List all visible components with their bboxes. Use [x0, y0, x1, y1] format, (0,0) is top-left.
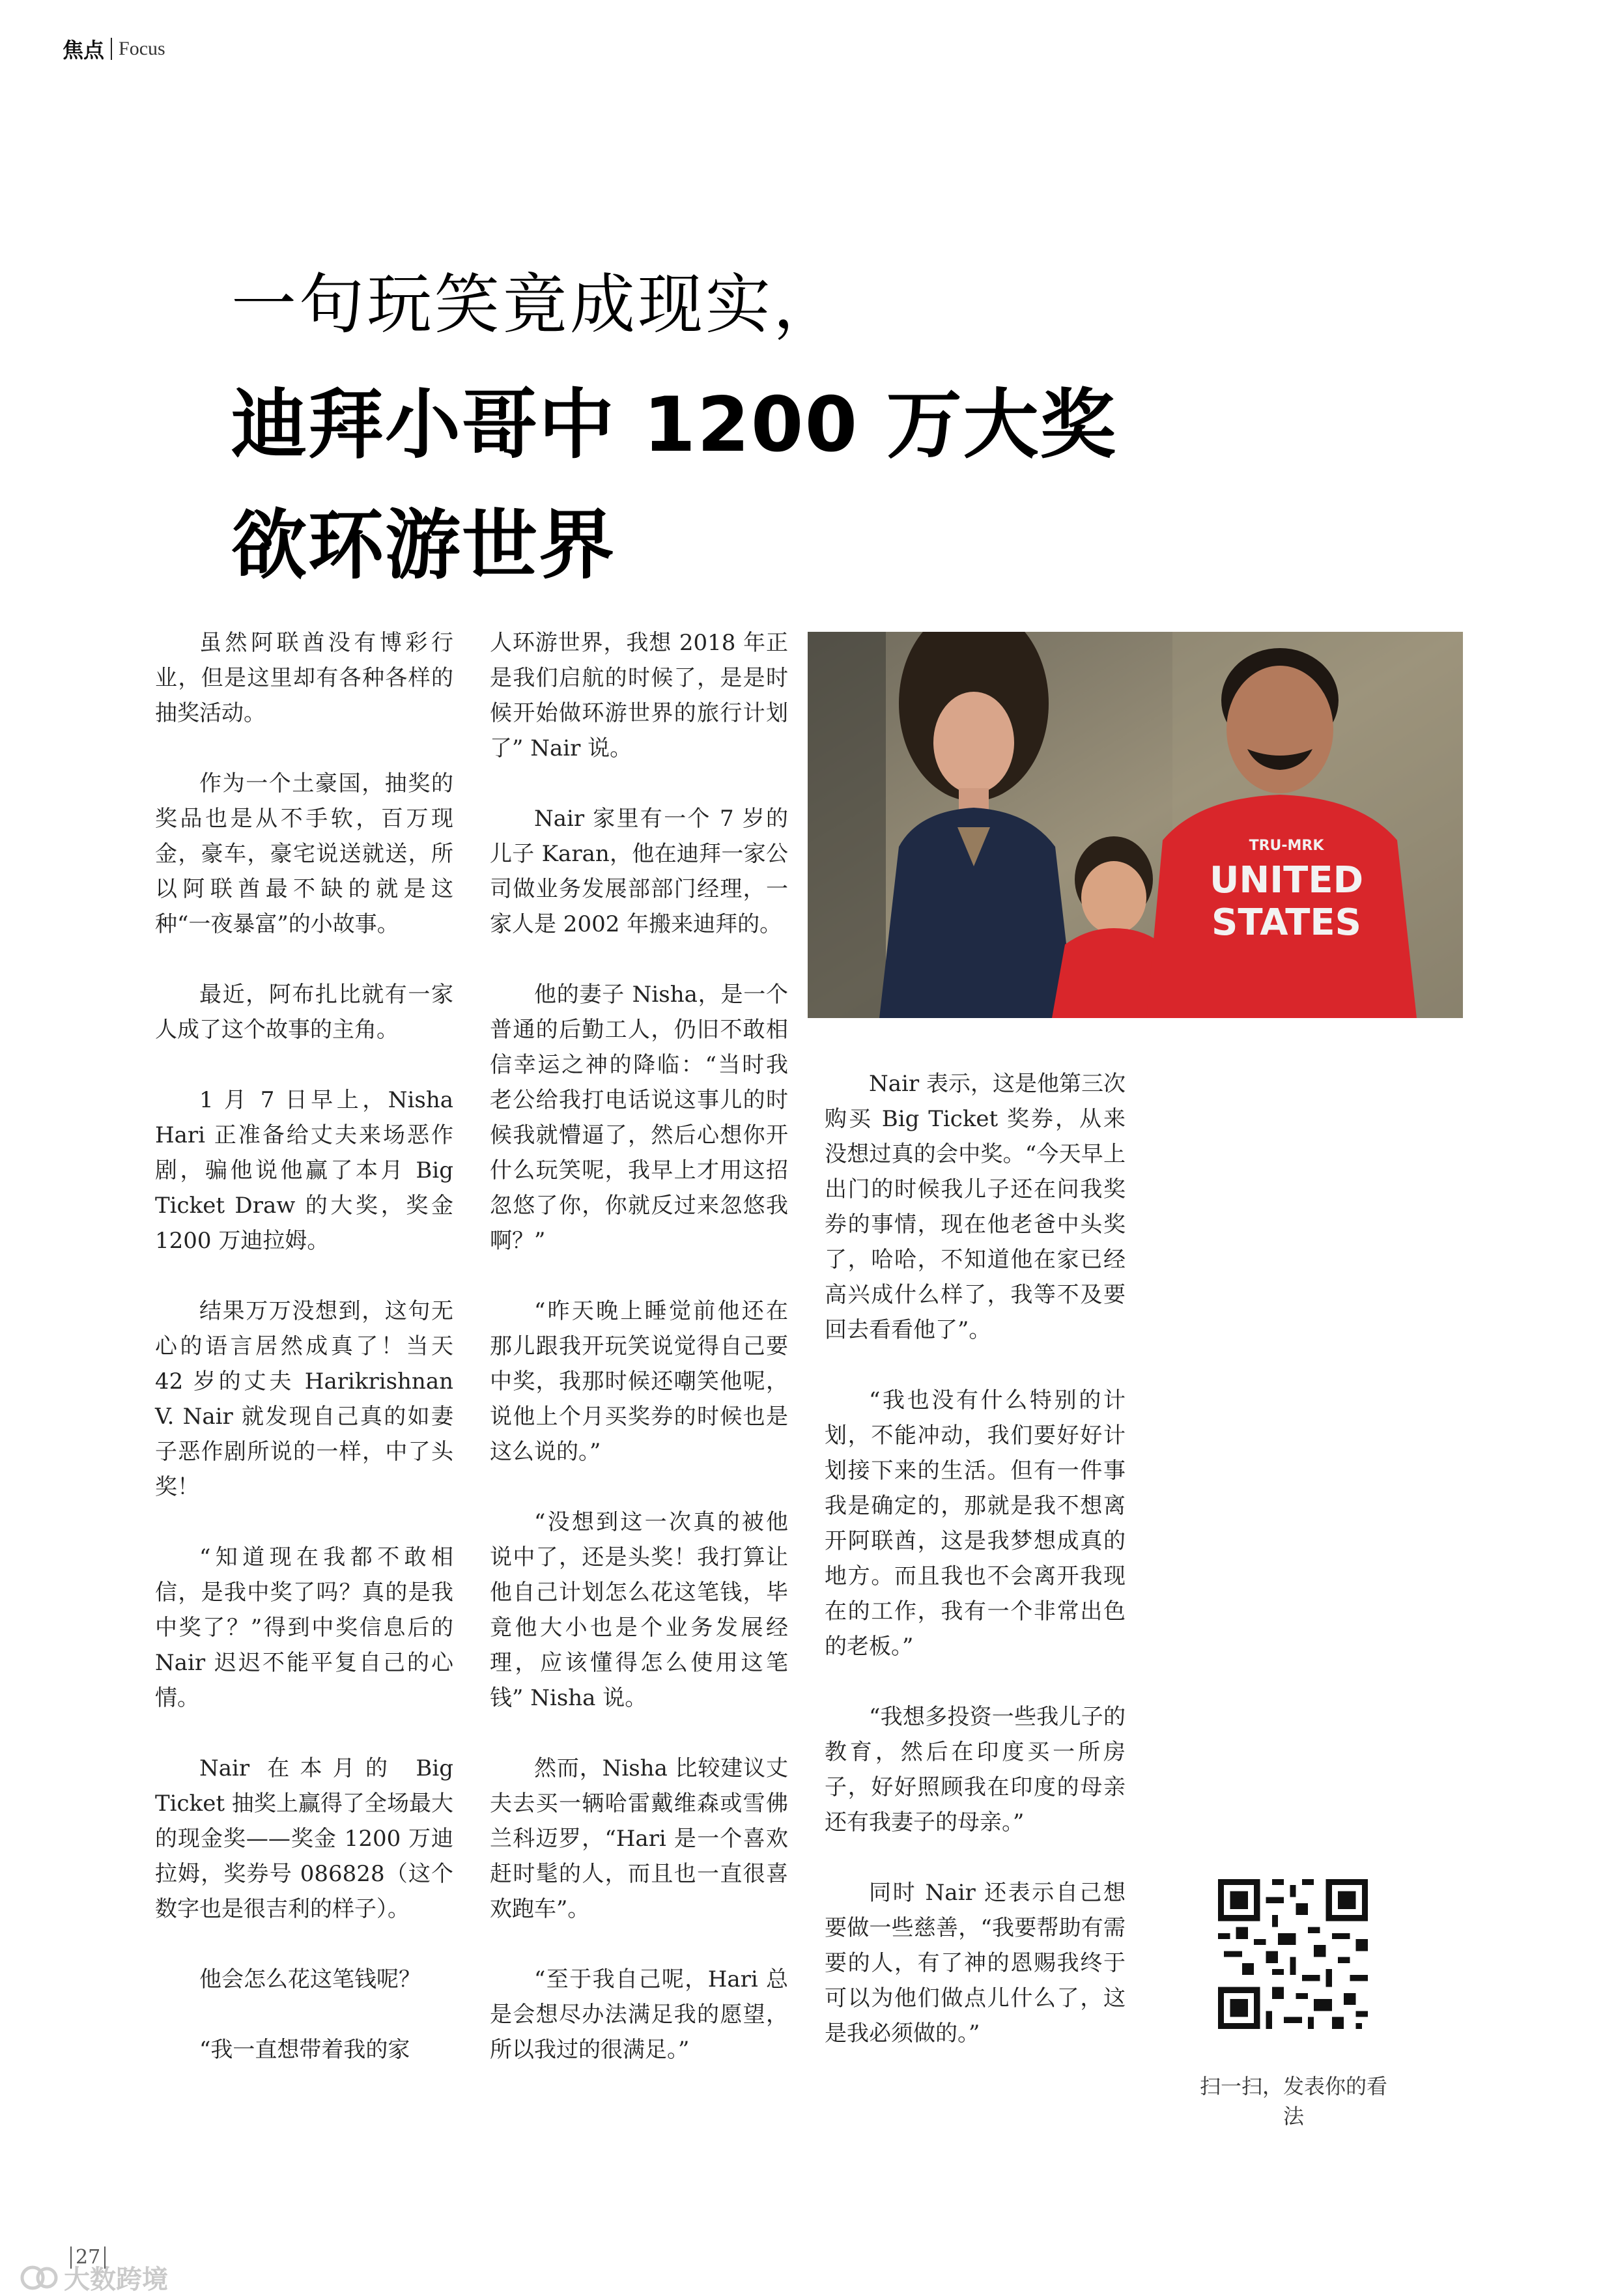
title-line-2: 迪拜小哥中 1200 万大奖	[231, 381, 1117, 469]
shirt-text-states: STATES	[1212, 901, 1361, 944]
qr-caption: 扫一扫，发表你的看法	[1199, 2074, 1387, 2129]
paragraph: 结果万万没想到，这句无心的语言居然成真了！当天 42 岁的丈夫 Harikrishnan V. Nair 就发现自己真的如妻子恶作剧所说的一样，中了头奖！	[155, 1298, 453, 1500]
qr-code[interactable]	[1218, 1879, 1368, 2029]
shirt-text-united: UNITED	[1209, 859, 1364, 901]
section-header	[63, 34, 165, 64]
paragraph: 最近，阿布扎比就有一家人成了这个故事的主角。	[155, 982, 453, 1043]
watermark	[20, 2259, 168, 2296]
text-column-2	[490, 625, 788, 2103]
text-column-1	[155, 625, 453, 2103]
paragraph: 1 月 7 日早上，Nisha Hari 正准备给丈夫来场恶作剧，骗他说他赢了本月 Big Ticket Draw 的大奖，奖金 1200 万迪拉姆。	[155, 1087, 453, 1254]
paragraph: “至于我自己呢，Hari 总是会想尽办法满足我的愿望，所以我过的很满足。”	[490, 1966, 788, 2063]
paragraph: “没想到这一次真的被他说中了，还是头奖！我打算让他自己计划怎么花这笔钱，毕竟他大小也是个业务发展经理，应该懂得怎么使用这笔钱” Nisha 说。	[490, 1509, 788, 1711]
page-number-value: 27	[76, 2246, 101, 2269]
header-divider	[111, 38, 112, 60]
article-title	[231, 244, 1117, 606]
paragraph: Nair 家里有一个 7 岁的儿子 Karan，他在迪拜一家公司做业务发展部部门经理，一家人是 2002 年搬来迪拜的。	[490, 806, 788, 937]
paragraph: “昨天晚上睡觉前他还在那儿跟我开玩笑说觉得自己要中奖，我那时候还嘲笑他呢，说他上个月买奖券的时候也是这么说的。”	[490, 1298, 788, 1465]
paragraph: “我也没有什么特别的计划，不能冲动，我们要好好计划接下来的生活。但有一件事我是确定的，那就是我不想离开阿联酋，这是我梦想成真的地方。而且我也不会离开我现在的工作，我有一个非常出色的老板。”	[825, 1387, 1126, 1660]
watermark-logo-icon	[20, 2263, 59, 2292]
paragraph: 同时 Nair 还表示自己想要做一些慈善，“我要帮助有需要的人，有了神的恩赐我终于可以为他们做点儿什么了，这是我必须做的。”	[825, 1880, 1126, 2047]
section-label-zh: 焦点	[63, 38, 105, 63]
paragraph: 然而，Nisha 比较建议丈夫去买一辆哈雷戴维森或雪佛兰科迈罗，“Hari 是一个喜欢赶时髦的人，而且也一直很喜欢跑车”。	[490, 1755, 788, 1922]
paragraph: Nair 表示，这是他第三次购买 Big Ticket 奖券，从来没想过真的会中奖。“今天早上出门的时候我儿子还在问我奖券的事情，现在他老爸中头奖了，哈哈，不知道他在家已经高兴成什么样了，我等不及要回去看看他了”。	[825, 1071, 1126, 1343]
paragraph: 作为一个土豪国，抽奖的奖品也是从不手软，百万现金，豪车，豪宅说送就送，所以阿联酋最不缺的就是这种“一夜暴富”的小故事。	[155, 771, 453, 937]
section-label-en: Focus	[119, 38, 165, 59]
paragraph: Nair 在本月的 Big Ticket 抽奖上赢得了全场最大的现金奖——奖金 1200 万迪拉姆，奖券号 086828（这个数字也是很吉利的样子）。	[155, 1755, 453, 1922]
text-column-3	[825, 1066, 1126, 2086]
title-line-3: 欲环游世界	[231, 502, 616, 589]
shirt-brand: TRU-MRK	[1249, 838, 1324, 854]
paragraph: “我想多投资一些我儿子的教育，然后在印度买一所房子，好好照顾我在印度的母亲还有我妻子的母亲。”	[825, 1704, 1126, 1835]
family-photo	[808, 632, 1463, 1018]
paragraph: 他会怎么花这笔钱呢？	[199, 1966, 421, 1992]
paragraph: “我一直想带着我的家	[199, 2037, 410, 2063]
paragraph: 虽然阿联酋没有博彩行业，但是这里却有各种各样的抽奖活动。	[155, 630, 453, 726]
watermark-text: 大数跨境	[64, 2265, 168, 2295]
paragraph: 他的妻子 Nisha，是一个普通的后勤工人，仍旧不敢相信幸运之神的降临：“当时我老公给我打电话说这事儿的时候我就懵逼了，然后心想你开什么玩笑呢，我早上才用这招忽悠了你，你就反过来忽悠我啊？”	[490, 982, 788, 1254]
paragraph: “知道现在我都不敢相信，是我中奖了吗？真的是我中奖了？”得到中奖信息后的 Nair 迟迟不能平复自己的心情。	[155, 1544, 453, 1711]
family-photo-illustration	[808, 632, 1463, 1018]
paragraph: 人环游世界，我想 2018 年正是我们启航的时候了，是是时候开始做环游世界的旅行计划了” Nair 说。	[490, 630, 788, 761]
title-line-1: 一句玩笑竟成现实，	[231, 266, 841, 343]
